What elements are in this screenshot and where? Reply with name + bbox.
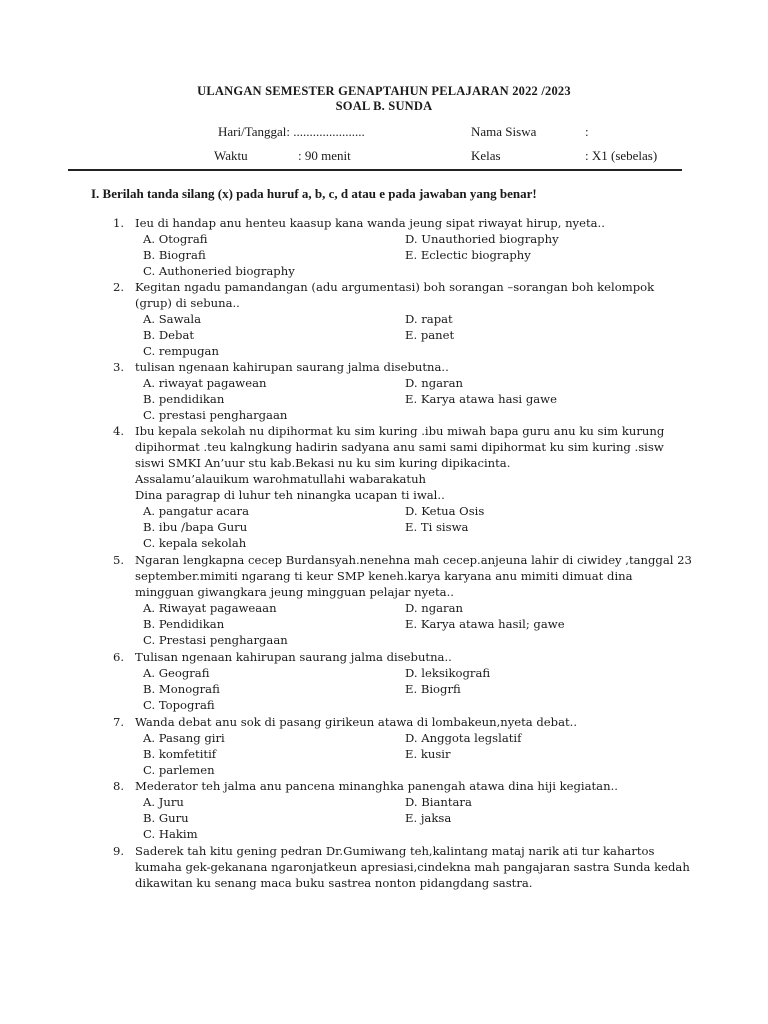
option-e[interactable]: E. Biogrfi (405, 682, 461, 696)
option-d[interactable]: D. rapat (405, 312, 453, 326)
question-9 (113, 843, 703, 891)
section-instruction: I. Berilah tanda silang (x) pada huruf a, b, c, d atau e pada jawaban yang benar! (91, 186, 537, 201)
header-divider (68, 169, 682, 171)
question-number: 1. (113, 216, 125, 230)
option-c[interactable]: C. prestasi penghargaan (143, 408, 288, 422)
answer-options (143, 503, 703, 551)
class-value: : X1 (sebelas) (585, 148, 658, 163)
answer-options (143, 794, 703, 842)
question-3 (113, 359, 703, 423)
option-c[interactable]: C. Authoneried biography (143, 264, 295, 278)
question-number: 6. (113, 650, 125, 664)
answer-options (143, 665, 703, 713)
option-e[interactable]: E. Karya atawa hasi gawe (405, 392, 557, 406)
question-5 (113, 552, 703, 648)
question-6 (113, 649, 703, 713)
day-date-field: Hari/Tanggal: ...................... (218, 124, 365, 139)
time-value: : 90 menit (298, 148, 351, 163)
question-stem: tulisan ngenaan kahirupan saurang jalma disebutna.. (135, 360, 449, 374)
option-d[interactable]: D. Anggota legslatif (405, 731, 522, 745)
question-number: 3. (113, 360, 125, 374)
option-d[interactable]: D. Ketua Osis (405, 504, 485, 518)
class-label: Kelas (471, 148, 501, 163)
question-number: 5. (113, 553, 125, 567)
option-c[interactable]: C. Prestasi penghargaan (143, 633, 288, 647)
option-e[interactable]: E. Karya atawa hasil; gawe (405, 617, 565, 631)
question-1 (113, 215, 703, 279)
option-b[interactable]: B. Debat (143, 328, 195, 342)
option-b[interactable]: B. komfetitif (143, 747, 217, 761)
answer-options (143, 375, 703, 423)
question-stem: Ibu kepala sekolah nu dipihormat ku sim kuring .ibu miwah bapa guru anu ku sim kurung dipihormat .teu kalngkung hadirin sadyana anu sami sami dipihormat ku sim kuring .sisw siswi SMKI An’uur stu kab.Bekasi nu ku sim kuring dipikacinta. Assalamu’alauikum warohmatullahi wabarakatuh Dina paragrap di luhur teh ninangka ucapan ti iwal.. (135, 424, 665, 502)
exam-title: ULANGAN SEMESTER GENAPTAHUN PELAJARAN 2022 /2023 (197, 84, 571, 98)
option-d[interactable]: D. Unauthoried biography (405, 232, 559, 246)
option-e[interactable]: E. Eclectic biography (405, 248, 531, 262)
option-a[interactable]: A. Juru (143, 795, 184, 809)
option-d[interactable]: D. ngaran (405, 601, 463, 615)
question-stem: Wanda debat anu sok di pasang girikeun atawa di lombakeun,nyeta debat.. (135, 715, 578, 729)
option-a[interactable]: A. Pasang giri (143, 731, 225, 745)
question-stem: Tulisan ngenaan kahirupan saurang jalma disebutna.. (135, 650, 452, 664)
student-name-colon: : (585, 124, 589, 139)
option-b[interactable]: B. Guru (143, 811, 189, 825)
option-a[interactable]: A. Sawala (143, 312, 202, 326)
question-stem: Ieu di handap anu henteu kaasup kana wanda jeung sipat riwayat hirup, nyeta.. (135, 216, 605, 230)
question-number: 7. (113, 715, 125, 729)
option-a[interactable]: A. Geografi (143, 666, 210, 680)
option-e[interactable]: E. jaksa (405, 811, 452, 825)
answer-options (143, 730, 703, 778)
question-stem: Kegitan ngadu pamandangan (adu argumentasi) boh sorangan –sorangan boh kelompok (grup) di sebuna.. (135, 280, 655, 310)
option-b[interactable]: B. Pendidikan (143, 617, 225, 631)
option-a[interactable]: A. pangatur acara (143, 504, 250, 518)
question-number: 8. (113, 779, 125, 793)
option-a[interactable]: A. riwayat pagawean (143, 376, 267, 390)
question-8 (113, 778, 703, 842)
question-stem: Saderek tah kitu gening pedran Dr.Gumiwang teh,kalintang mataj narik ati tur kahartos kumaha gek-gekanana ngaronjatkeun apresiasi,cindekna mah pangajaran sastra Sunda kedah dikawitan ku senang maca buku sastrea nonton pidangdang sastra. (135, 844, 690, 890)
option-d[interactable]: D. ngaran (405, 376, 463, 390)
option-d[interactable]: D. Biantara (405, 795, 472, 809)
option-a[interactable]: A. Otografi (143, 232, 208, 246)
option-e[interactable]: E. kusir (405, 747, 451, 761)
question-number: 2. (113, 280, 125, 294)
question-stem: Ngaran lengkapna cecep Burdansyah.nenehna mah cecep.anjeuna lahir di ciwidey ,tanggal 23 september.mimiti ngarang ti keur SMP keneh.karya karyana anu mimiti dimuat dina mingguan giwangkara jeung mingguan pelajar nyeta.. (135, 553, 692, 599)
option-e[interactable]: E. Ti siswa (405, 520, 469, 534)
answer-options (143, 231, 703, 279)
option-c[interactable]: C. parlemen (143, 763, 215, 777)
option-d[interactable]: D. leksikografi (405, 666, 491, 680)
question-number: 4. (113, 424, 125, 438)
question-7 (113, 714, 703, 778)
exam-subject: SOAL B. SUNDA (335, 99, 433, 113)
question-number: 9. (113, 844, 125, 858)
option-c[interactable]: C. rempugan (143, 344, 219, 358)
option-b[interactable]: B. pendidikan (143, 392, 225, 406)
answer-options (143, 311, 703, 359)
option-e[interactable]: E. panet (405, 328, 455, 342)
time-label: Waktu (214, 148, 248, 163)
option-b[interactable]: B. Monografi (143, 682, 220, 696)
option-b[interactable]: B. ibu /bapa Guru (143, 520, 248, 534)
option-b[interactable]: B. Biografi (143, 248, 206, 262)
student-name-label: Nama Siswa (471, 124, 537, 139)
question-stem: Mederator teh jalma anu pancena minanghka panengah atawa dina hiji kegiatan.. (135, 779, 618, 793)
answer-options (143, 600, 703, 648)
option-c[interactable]: C. kepala sekolah (143, 536, 247, 550)
question-2 (113, 279, 703, 359)
exam-header (0, 84, 768, 114)
option-c[interactable]: C. Topografi (143, 698, 215, 712)
question-4 (113, 423, 703, 551)
option-c[interactable]: C. Hakim (143, 827, 198, 841)
option-a[interactable]: A. Riwayat pagaweaan (143, 601, 277, 615)
